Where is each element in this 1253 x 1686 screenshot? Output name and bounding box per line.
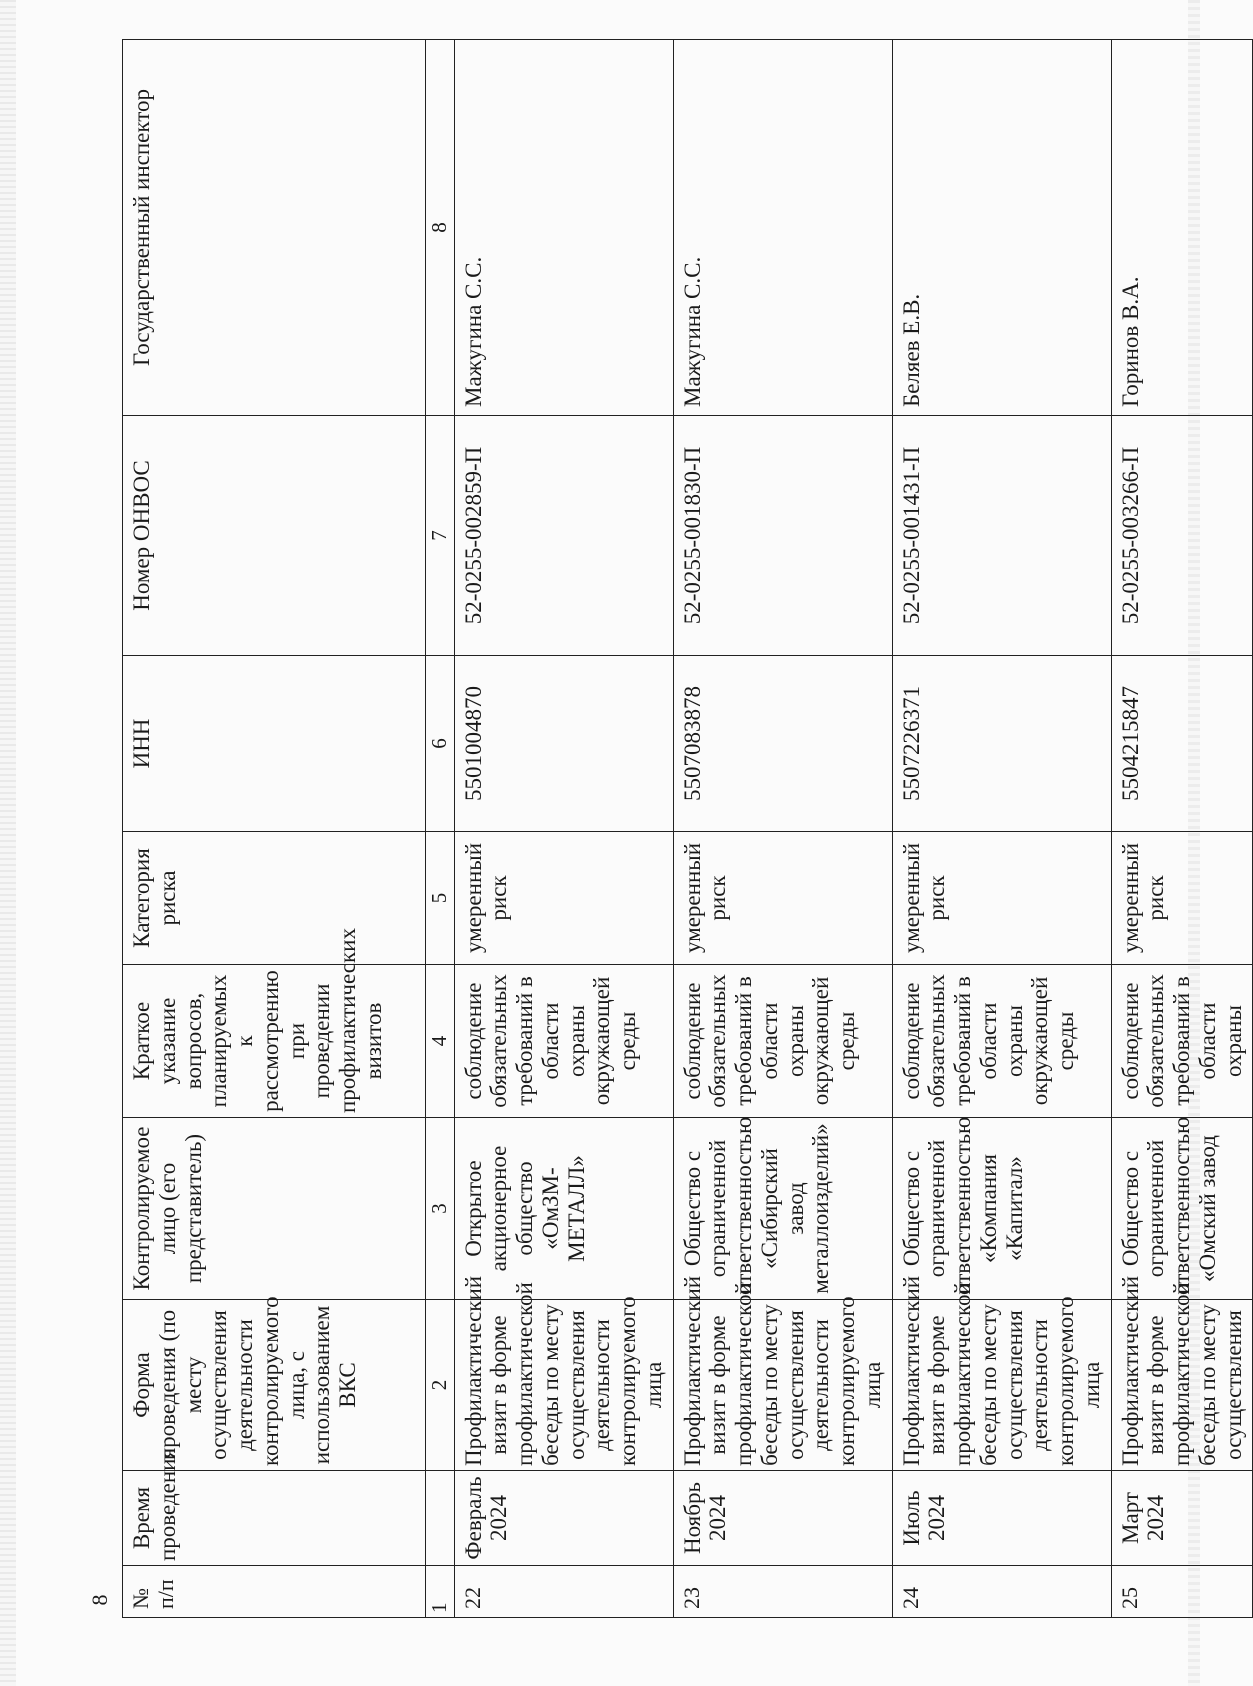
rotated-page-content [122, 40, 1246, 1618]
row-inspector: Мажугина С.С. [454, 40, 673, 416]
row-questions: соблюдение обязательных требований в области охраны окружающей среды [892, 965, 1111, 1118]
row-inn: 5501004870 [454, 656, 673, 832]
row-time: Июль 2024 [892, 1471, 1111, 1566]
row-form: Профилактический визит в форме профилактической беседы по месту осуществления деятельности контролируемого лица [454, 1300, 673, 1471]
header-onvos: Номер ОНВОС [123, 416, 426, 656]
scan-edge-left [0, 0, 16, 1686]
row-number: 25 [1111, 1566, 1253, 1618]
header-questions: Краткое указание вопросов, планируемых к рассмотрению при проведении профилактических визитов [123, 965, 426, 1118]
table-row [454, 40, 673, 1618]
table-row [892, 40, 1111, 1618]
row-form: Профилактический визит в форме профилактической беседы по месту осуществления [1111, 1300, 1253, 1471]
column-index-row [426, 40, 455, 1618]
row-inn: 5507083878 [673, 656, 892, 832]
index-cell: 6 [426, 656, 455, 832]
row-inn: 5507226371 [892, 656, 1111, 832]
index-cell: 8 [426, 40, 455, 416]
row-inspector: Горинов В.А. [1111, 40, 1253, 416]
row-questions: соблюдение обязательных требований в области охраны [1111, 965, 1253, 1118]
row-inspector: Беляев Е.В. [892, 40, 1111, 416]
row-time: Ноябрь 2024 [673, 1471, 892, 1566]
row-form: Профилактический визит в форме профилактической беседы по месту осуществления деятельности контролируемого лица [892, 1300, 1111, 1471]
index-cell: 1 [426, 1566, 455, 1618]
row-entity: Общество с ограниченной ответственностью «Сибирский завод металлоизделий» [673, 1118, 892, 1300]
page-number: 8 [87, 1594, 112, 1606]
row-number: 22 [454, 1566, 673, 1618]
index-cell: 7 [426, 416, 455, 656]
row-questions: соблюдение обязательных требований в области охраны окружающей среды [673, 965, 892, 1118]
row-onvos: 52-0255-001431-П [892, 416, 1111, 656]
inspection-plan-table [122, 39, 1253, 1618]
table-header-row [123, 40, 426, 1618]
header-form: Форма проведения (по месту осуществления деятельности контролируемого лица, с использованием ВКС [123, 1300, 426, 1471]
row-time: Февраль 2024 [454, 1471, 673, 1566]
row-onvos: 52-0255-003266-П [1111, 416, 1253, 656]
header-inn: ИНН [123, 656, 426, 832]
row-onvos: 52-0255-001830-П [673, 416, 892, 656]
index-cell-empty [426, 1471, 455, 1566]
index-cell: 2 [426, 1300, 455, 1471]
row-risk: умеренный риск [673, 832, 892, 965]
table-row [1111, 40, 1253, 1618]
row-onvos: 52-0255-002859-П [454, 416, 673, 656]
row-risk: умеренный риск [454, 832, 673, 965]
header-entity: Контролируемое лицо (его представитель) [123, 1118, 426, 1300]
index-cell: 4 [426, 965, 455, 1118]
index-cell: 3 [426, 1118, 455, 1300]
row-form: Профилактический визит в форме профилактической беседы по месту осуществления деятельности контролируемого лица [673, 1300, 892, 1471]
row-inn: 5504215847 [1111, 656, 1253, 832]
row-risk: умеренный риск [1111, 832, 1253, 965]
row-questions: соблюдение обязательных требований в области охраны окружающей среды [454, 965, 673, 1118]
header-number: № п/п [123, 1566, 426, 1618]
row-entity: Общество с ограниченной ответственностью «Компания «Капитал» [892, 1118, 1111, 1300]
header-risk: Категория риска [123, 832, 426, 965]
row-entity: Открытое акционерное общество «ОмЗМ-МЕТАЛЛ» [454, 1118, 673, 1300]
table-row [673, 40, 892, 1618]
row-entity: Общество с ограниченной ответственностью «Омский завод [1111, 1118, 1253, 1300]
header-inspector: Государственный инспектор [123, 40, 426, 416]
header-time: Время проведения [123, 1471, 426, 1566]
row-inspector: Мажугина С.С. [673, 40, 892, 416]
row-risk: умеренный риск [892, 832, 1111, 965]
row-time: Март 2024 [1111, 1471, 1253, 1566]
row-number: 23 [673, 1566, 892, 1618]
row-number: 24 [892, 1566, 1111, 1618]
index-cell: 5 [426, 832, 455, 965]
